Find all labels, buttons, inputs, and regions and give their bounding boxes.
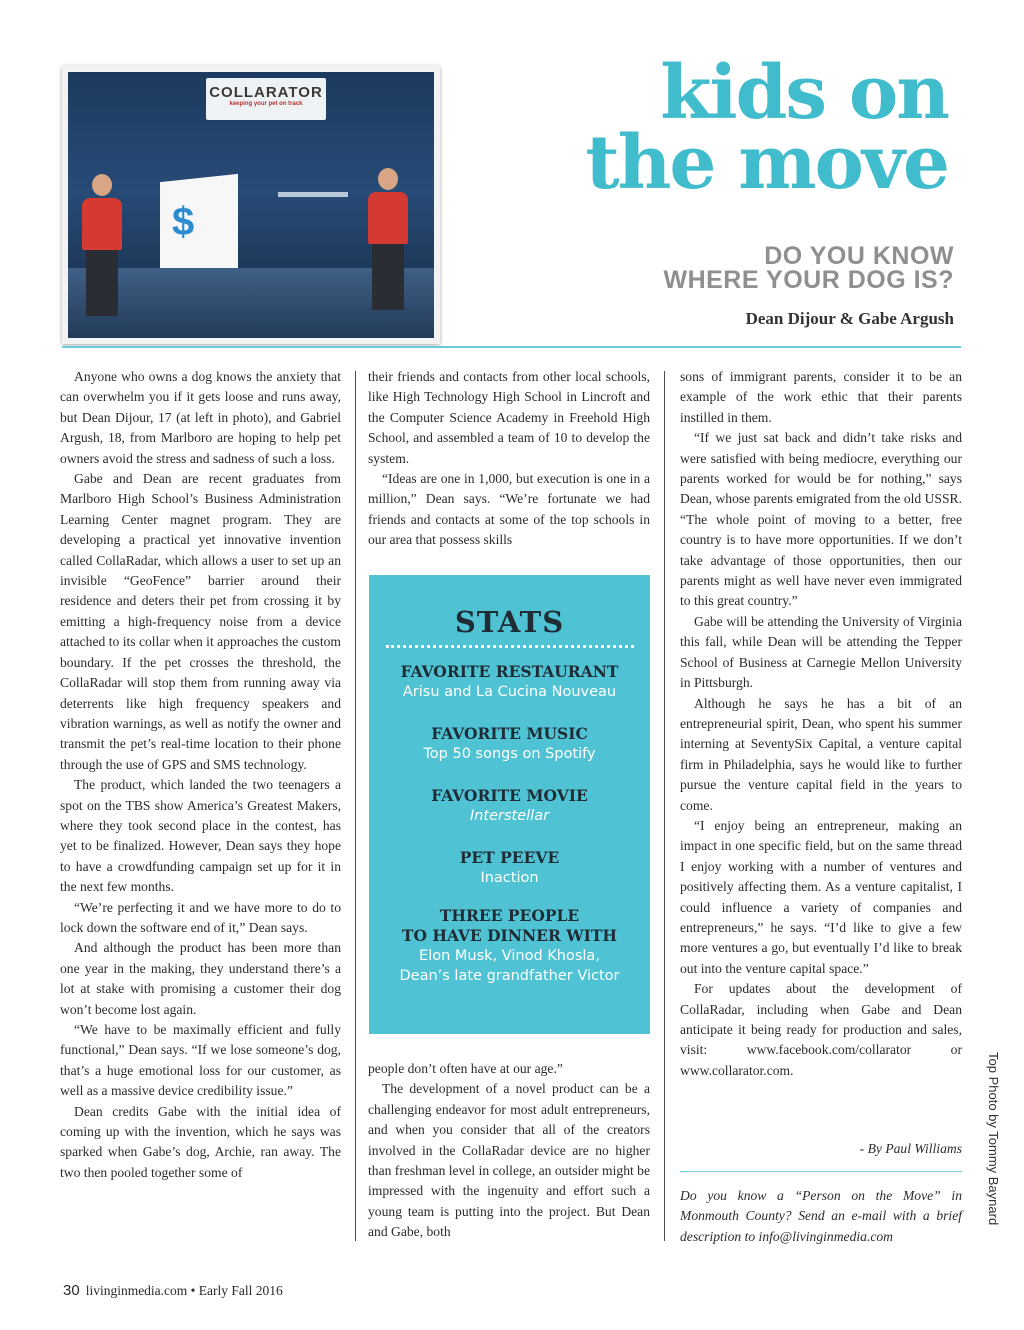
header-divider: [62, 346, 961, 348]
page-footer: [63, 1282, 283, 1299]
paragraph: Gabe will be attending the University of Virginia this fall, while Dean will be attending the Tepper School of Business at Carnegie Mellon University in Pittsburgh.: [680, 613, 962, 691]
paragraph: “If we just sat back and didn’t take risks and were satisfied with being mediocre, everything our parents worked for would be for nothing,” says Dean, whose parents emigrated from the old USSR. “The whole point of moving to a better, free country is to have more opportunities. If we don’t take advantage of those opportunities, then our parents might as well have never even immigrated to this great country.”: [680, 430, 963, 609]
column-separator: [355, 371, 356, 1241]
paragraph: “I enjoy being an entrepreneur, making an impact in one specific field, but on the same thread I enjoy working with a number of ventures and positively affecting them. As a venture capitalist, I could influence a variety of companies and entrepreneurs,” he says. “I’d like to give a few more ventures a go, but eventually I’d like to break out into the venture capital space.”: [680, 817, 962, 976]
subhead-line-2: WHERE YOUR DOG IS?: [663, 266, 954, 294]
stat-value: Interstellar: [469, 808, 550, 824]
person-gabe: [368, 168, 408, 310]
paragraph: Although he says he has a bit of an entrepreneurial spirit, Dean, who spent his summer interning at SeventySix Capital, a venture capital firm in Philadelphia, says he would like to further pursue the venture capital field in the years to come.: [680, 695, 962, 813]
paragraph: sons of immigrant parents, consider it to be an example of the work ethic that their parents instilled in them.: [680, 369, 962, 425]
paragraph: their friends and contacts from other local schools, like High Technology High School in Lincroft and the Computer Science Academy in Freehold High School, and assembled a team of 10 to develop the system.: [368, 369, 650, 466]
headline-line-1: kids on: [660, 50, 948, 136]
collarator-sign: [206, 78, 326, 120]
paragraph: Anyone who owns a dog knows the anxiety that can overwhelm you if it gets loose and runs away, but Dean Dijour, 17 (at left in photo), and Gabriel Argush, 18, from Marlboro are hoping to help pet owners avoid the stress and sadness of such a loss.: [60, 369, 341, 466]
stat-value: Elon Musk, Vinod Khosla,: [419, 948, 600, 964]
stats-title: STATS: [454, 605, 565, 639]
page-number: 30: [63, 1282, 80, 1299]
author-credit: - By Paul Williams: [859, 1141, 962, 1156]
paragraph: “We’re perfecting it and we have more to do to lock down the software end of it,” Dean says.: [60, 899, 341, 935]
paragraph: people don’t often have at our age.”: [368, 1061, 563, 1076]
article-column-2-top: [368, 367, 650, 551]
stats-box: [369, 575, 650, 1034]
publication-info: livinginmedia.com • Early Fall 2016: [85, 1283, 283, 1298]
stat-label: FAVORITE MUSIC: [431, 724, 588, 743]
stage-desk: [278, 192, 348, 197]
stat-label: TO HAVE DINNER WITH: [401, 926, 618, 945]
dollar-sign-icon: $: [172, 200, 195, 244]
paragraph: And although the product has been more than one year in the making, they understand there’s a lot at stake with promising a customer their dog won’t become lost again.: [60, 940, 341, 1017]
stat-value: Top 50 songs on Spotify: [423, 746, 596, 762]
stat-value: Dean’s late grandfather Victor: [399, 968, 620, 984]
paragraph: Dean credits Gabe with the initial idea of coming up with the invention, which he says was sparked when Gabe’s dog, Archie, ran away. The two then pooled together some of: [60, 1103, 341, 1180]
paragraph: “Ideas are one in 1,000, but execution is one in a million,” Dean says. “We’re fortunate we had friends and contacts at some of the top schools in our area that possess skills: [368, 471, 650, 548]
article-headline: [585, 50, 948, 206]
stat-value: Arisu and La Cucina Nouveau: [402, 684, 617, 700]
paragraph: “We have to be maximally efficient and fully functional,” Dean says. “If we lose someone’s dog, that’s a huge emotional loss for our customer, as well as a massive device credibility issue.”: [60, 1022, 341, 1099]
stat-label: THREE PEOPLE: [439, 906, 580, 925]
article-subhead: [663, 244, 954, 292]
stat-label: FAVORITE RESTAURANT: [400, 662, 619, 681]
byline: Dean Dijour & Gabe Argush: [745, 309, 954, 328]
sign-tagline: keeping your pet on track: [229, 101, 303, 107]
person-dean: [82, 174, 122, 316]
photo-credit: Top Photo by Tommy Baynard: [986, 1052, 1001, 1226]
article-column-2-bottom: [368, 1059, 650, 1243]
subhead-line-1: DO YOU KNOW: [764, 242, 954, 270]
paragraph: For updates about the development of CollaRadar, including when Gabe and Dean anticipate it being ready for production and sales, visit: www.facebook.com/collarator or www.collarator.com.: [680, 981, 962, 1078]
stat-value: Inaction: [480, 870, 539, 886]
feature-photo: [62, 66, 440, 344]
paragraph: The product, which landed the two teenagers a spot on the TBS show America’s Greatest Makers, where they took second place in the contest, has yet to be finalized. However, Dean says they hope to have a crowdfunding campaign set up for it in the next few months.: [60, 777, 341, 895]
photo-scene: [68, 72, 434, 338]
paragraph: Gabe and Dean are recent graduates from Marlboro High School’s Business Administration Learning Center magnet program. They are developing a practical yet innovative invention called CollaRadar, which allows a user to set up an invisible “GeoFence” barrier around their residence and deters their pet from crossing it by emitting a high-frequency noise from a device attached to its collar when it approaches the custom boundary. If the pet crosses the threshold, the CollaRadar will stop them from running away via deterrents like high frequency speakers and vibration warnings, as well as notify the owner and transmit the pet’s real-time location to their phone through the use of GPS and SMS technology.: [60, 471, 341, 772]
submission-note-text: Do you know a “Person on the Move” in Monmouth County? Send an e-mail with a brief description to info@livinginmedia.com: [680, 1188, 962, 1244]
stats-dotted-divider: [386, 645, 634, 648]
article-column-1: [60, 367, 341, 1183]
sign-brand: COLLARATOR: [209, 84, 323, 101]
paragraph: The development of a novel product can be a challenging endeavor for most adult entrepreneurs, and when you consider that all of the creators involved in the CollaRadar device are no higher than freshman level in college, an outsider might be impressed with the ingenuity and effort such a young team is putting into the project. But Dean and Gabe, both: [368, 1081, 650, 1240]
stat-label: FAVORITE MOVIE: [431, 786, 588, 805]
column-separator: [664, 371, 665, 1241]
article-column-3: [680, 367, 962, 1081]
submission-note: [680, 1171, 962, 1247]
headline-line-2: the move: [585, 120, 948, 206]
stat-label: PET PEEVE: [459, 848, 560, 867]
